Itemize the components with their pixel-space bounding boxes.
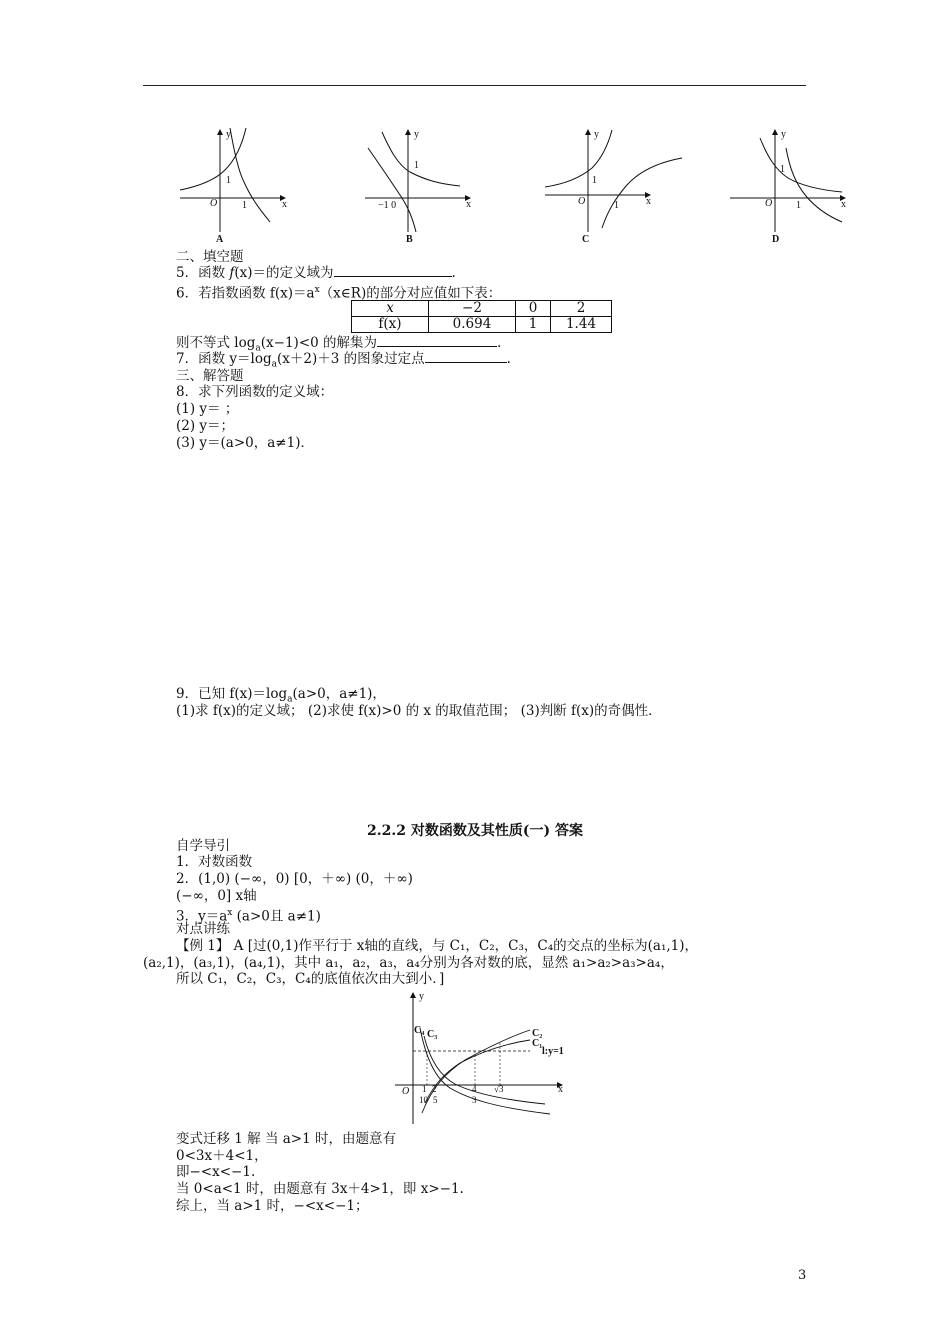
graph-c (545, 129, 682, 245)
curve-label-c3: C₃ (427, 1029, 438, 1040)
table-cell: −2 (429, 301, 516, 317)
graph-label-d: D (772, 234, 780, 245)
question-8-part-1: (1) y＝ ； (176, 401, 239, 417)
tick-label: √3 (494, 1084, 504, 1094)
curve-label-c1: C₁ (532, 1038, 543, 1049)
axis-label-y: y (419, 991, 424, 1002)
question-6 (176, 282, 501, 302)
question-9-parts: (1)求 f(x)的定义域； (2)求使 f(x)>0 的 x 的取值范围； (3)判断 f(x)的奇偶性． (176, 703, 662, 719)
axis-label-y: y (414, 129, 419, 140)
table-cell: f(x) (352, 317, 429, 333)
variation-line: 0<3x＋4<1， (176, 1148, 268, 1164)
origin-label: O (765, 198, 773, 209)
curve-label-c4: C₄ (414, 1025, 425, 1036)
question-8: 8．求下列函数的定义域： (176, 384, 334, 400)
ineq-sub: a (255, 343, 261, 354)
tick-label: 3 (472, 1095, 477, 1105)
table-cell: 0.694 (429, 317, 516, 333)
variation-line: 综上，当 a>1 时，−<x<−1； (176, 1198, 369, 1214)
tick-label: 1 (226, 175, 231, 186)
graph-d (730, 129, 846, 245)
origin-label: O (210, 198, 218, 209)
table-row (352, 301, 612, 317)
q5-prefix: 5．函数 (176, 265, 230, 281)
axis-label-y: y (781, 129, 786, 140)
axis-label-x: x (841, 199, 846, 210)
origin-label: O (402, 1086, 410, 1097)
table-cell: x (352, 301, 429, 317)
q9-b: (a>0，a≠1)， (292, 686, 386, 702)
answer-line: 1．对数函数 (176, 854, 253, 870)
q6-text-b: （x∈R)的部分对应值如下表： (319, 285, 502, 302)
q6-sup: x (314, 285, 320, 295)
q6-text-a: 6．若指数函数 (176, 285, 270, 302)
table-cell: 0 (516, 301, 551, 317)
table-cell: 2 (551, 301, 612, 317)
origin-label: O (578, 196, 586, 207)
answer-line: 对点讲练 (176, 921, 230, 937)
answer-blank[interactable] (334, 265, 452, 277)
q7-sub: a (271, 359, 277, 370)
answer-l5-sup: x (227, 908, 233, 918)
axis-label-x: x (558, 1084, 563, 1095)
axis-label-y: y (594, 129, 599, 140)
graph-b (365, 129, 471, 245)
graph-label-c: C (582, 234, 590, 245)
q5-fx: f (229, 265, 235, 281)
q9-sub: a (287, 694, 293, 705)
graphs-abcd (170, 120, 860, 250)
question-8-part-3: (3) y＝(a>0，a≠1)． (176, 435, 314, 451)
page-number: 3 (798, 1268, 807, 1283)
answer-blank[interactable] (425, 351, 507, 363)
q6-fx: f(x)＝a (269, 285, 315, 302)
axis-label-x: x (466, 199, 471, 210)
answer-title: 2.2.2 对数函数及其性质(一) 答案 (367, 823, 583, 839)
tick-label: 5 (433, 1095, 438, 1105)
tick-label: 2 (432, 1084, 437, 1094)
example-1-line-3: 所以 C₁，C₂，C₃，C₄的底值依次由大到小．] (176, 971, 445, 987)
q7-a: 7．函数 y＝log (176, 351, 272, 367)
curve-label-c2: C₂ (532, 1028, 543, 1039)
tick-label: 1 (796, 200, 801, 211)
tick-label: 1 (592, 175, 597, 186)
variation-line: 当 0<a<1 时，由题意有 3x＋4>1，即 x>−1. (176, 1181, 464, 1197)
variation-line: 即−<x<−1. (176, 1164, 256, 1180)
graph-label-b: B (406, 234, 413, 245)
tick-label: 1 (422, 1084, 427, 1094)
tick-label: 1 (242, 200, 247, 211)
log-curves-figure (390, 988, 580, 1128)
tick-label: 1 (780, 164, 785, 175)
q5-suffix: ＝的定义域为 (252, 265, 334, 281)
value-table (351, 300, 612, 333)
variation-line: 变式迁移 1 解 当 a>1 时，由题意有 (176, 1131, 396, 1147)
table-cell: 1.44 (551, 317, 612, 333)
q5-paren: (x) (234, 265, 253, 281)
example-1-line-1: 【例 1】 A [过(0,1)作平行于 x轴的直线，与 C₁，C₂，C₃，C₄的交点的坐标为(a₁,1)， (176, 938, 699, 954)
header-rule (143, 85, 806, 86)
example-1-line-2: (a₂,1)，(a₃,1)，(a₄,1)，其中 a₁，a₂，a₃，a₄分别为各对数的底，显然 a₁>a₂>a₃>a₄， (143, 955, 674, 971)
answer-line: (−∞，0] x轴 (176, 888, 257, 904)
q7-b: (x＋2)＋3 的图象过定点 (276, 351, 425, 367)
answer-line: 自学导引 (176, 838, 230, 854)
table-row (352, 317, 612, 333)
answer-blank[interactable] (377, 335, 497, 347)
tick-label: −1 0 (378, 200, 397, 211)
tick-label: 4 (472, 1084, 477, 1094)
ineq-a: 则不等式 log (176, 335, 256, 351)
table-cell: 1 (516, 317, 551, 333)
question-8-part-2: (2) y＝； (176, 418, 235, 434)
axis-label-y: y (226, 129, 231, 140)
ineq-b: (x−1)<0 的解集为 (260, 335, 378, 351)
tick-label: 1 (614, 200, 619, 211)
tick-label: 1 (414, 160, 419, 171)
axis-label-x: x (282, 199, 287, 210)
graph-a (180, 128, 287, 245)
answer-line: 2．(1,0) (−∞，0) [0，＋∞) (0，＋∞) (176, 871, 413, 887)
section-solve: 三、解答题 (176, 368, 244, 384)
q9-a: 9．已知 f(x)＝log (176, 686, 288, 702)
question-5: 5．函数 f(x)＝的定义域为 . (176, 265, 456, 281)
inequality-question: 则不等式 $\log_a(x-1)<0$ 的解集为 . (176, 335, 502, 354)
section-fill-blank: 二、填空题 (176, 249, 244, 265)
answer-l5-b: (a>0且 a≠1) (232, 908, 321, 925)
line-label: l:y=1 (542, 1046, 564, 1057)
question-7: 7．函数 $y=\log_a(x+2)+3$ 的图象过定点 . (176, 351, 511, 370)
tick-label: 10 (419, 1095, 428, 1105)
axis-label-x: x (646, 196, 651, 207)
answer-l5: 3．y＝a (176, 908, 228, 925)
graph-label-a: A (216, 234, 224, 245)
